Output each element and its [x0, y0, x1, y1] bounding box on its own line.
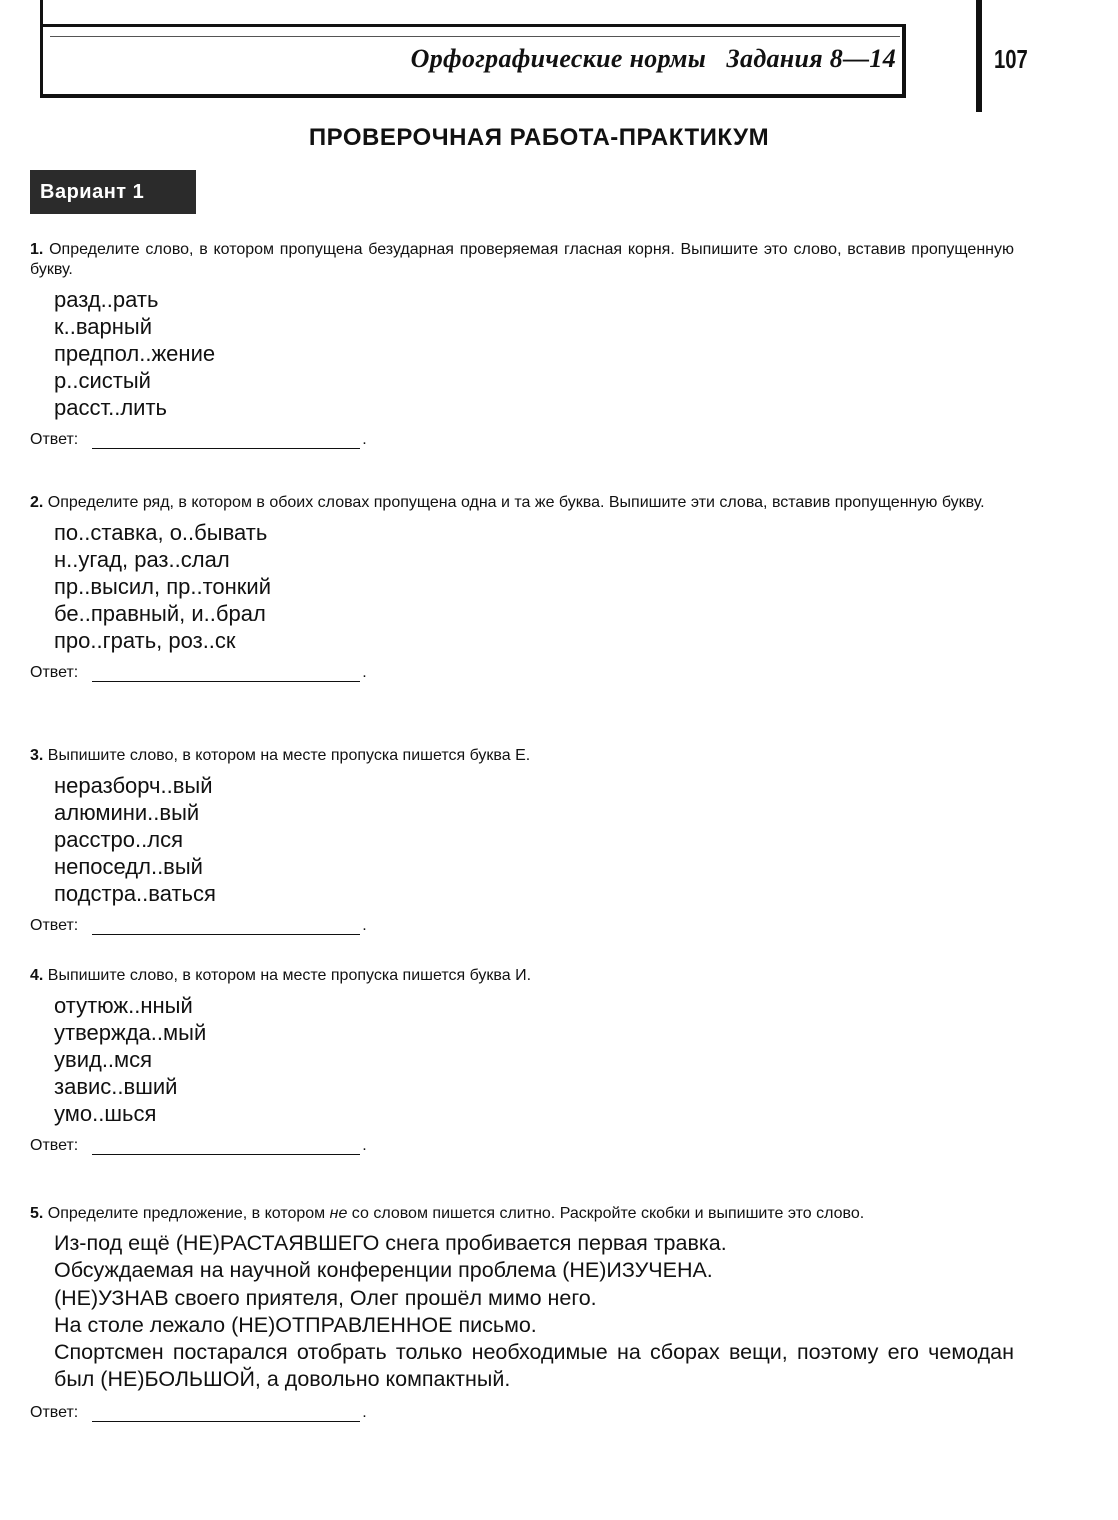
- task-prompt: [30, 240, 1014, 280]
- option-item: подстра..ваться: [54, 881, 216, 906]
- answer-row: Ответ: .: [30, 1137, 367, 1154]
- option-list: [54, 992, 1014, 1127]
- answer-label: Ответ:: [30, 1137, 79, 1154]
- task-number: 5.: [30, 1205, 44, 1222]
- option-item: пр..высил, пр..тонкий: [54, 574, 272, 599]
- answer-blank[interactable]: [92, 665, 360, 682]
- option-item: про..грать, роз..ск: [54, 628, 236, 653]
- header-inner-rule: [50, 36, 900, 37]
- task-prompt: [30, 493, 1014, 513]
- option-item: На столе лежало (НЕ)ОТПРАВЛЕННОЕ письмо.: [54, 1312, 537, 1337]
- answer-row: Ответ: .: [30, 1403, 367, 1421]
- task-text-italic: не: [329, 1205, 348, 1222]
- option-item: р..систый: [54, 368, 151, 393]
- task-2: [30, 493, 1014, 682]
- option-item: утвержда..мый: [54, 1020, 207, 1045]
- answer-blank[interactable]: [92, 1138, 360, 1155]
- answer-blank[interactable]: [92, 918, 360, 935]
- answer-label: Ответ:: [30, 1403, 79, 1421]
- option-item: увид..мся: [54, 1047, 153, 1072]
- task-prompt: [30, 1204, 1014, 1224]
- task-number: 1.: [30, 241, 44, 258]
- option-item: расстро..лся: [54, 827, 183, 852]
- option-item: Обсуждаемая на научной конференции проблема (НЕ)ИЗУЧЕНА.: [54, 1258, 713, 1283]
- page-number: 107: [994, 44, 1028, 74]
- option-item: по..ставка, о..бывать: [54, 520, 268, 545]
- option-list: [54, 1230, 1014, 1394]
- task-3: [30, 746, 1014, 935]
- section-title: Орфографические нормы: [410, 44, 707, 73]
- option-item: Спортсмен постарался отобрать только необходимые на сборах вещи, поэтому его чемодан был (НЕ)БОЛЬШОЙ, а довольно компактный.: [54, 1340, 1014, 1392]
- option-item: непоседл..вый: [54, 854, 203, 879]
- option-item: н..угад, раз..слал: [54, 547, 230, 572]
- option-item: отутюж..нный: [54, 993, 193, 1018]
- answer-blank[interactable]: [92, 1405, 360, 1422]
- option-list: [54, 772, 1014, 907]
- answer-label: Ответ:: [30, 917, 79, 934]
- page-number-rule: [976, 0, 982, 112]
- option-item: неразборч..вый: [54, 773, 213, 798]
- option-item: разд..рать: [54, 287, 159, 312]
- task-text-before: Определите предложение, в котором: [47, 1205, 326, 1222]
- task-prompt: [30, 746, 1014, 766]
- option-item: (НЕ)УЗНАВ своего приятеля, Олег прошёл мимо него.: [54, 1285, 597, 1310]
- variant-badge: Вариант 1: [30, 170, 196, 214]
- page-title: ПРОВЕРОЧНАЯ РАБОТА-ПРАКТИКУМ: [308, 124, 770, 151]
- running-header: [411, 44, 896, 74]
- task-text: Определите ряд, в котором в обоих словах пропущена одна и та же буква. Выпишите эти слова, вставив пропущенную букву.: [47, 494, 985, 511]
- option-item: предпол..жение: [54, 341, 216, 366]
- task-text: Выпишите слово, в котором на месте пропуска пишется буква Е.: [47, 747, 531, 764]
- task-number: 3.: [30, 747, 44, 764]
- answer-row: Ответ: .: [30, 431, 367, 448]
- task-text-after: со словом пишется слитно. Раскройте скобки и выпишите это слово.: [351, 1205, 865, 1222]
- task-text: Выпишите слово, в котором на месте пропуска пишется буква И.: [47, 967, 532, 984]
- task-1: [30, 240, 1014, 449]
- answer-label: Ответ:: [30, 664, 79, 681]
- answer-row: Ответ: .: [30, 917, 367, 934]
- answer-label: Ответ:: [30, 431, 79, 448]
- tasks-range: Задания 8—14: [726, 44, 896, 73]
- option-item: умо..шься: [54, 1101, 157, 1126]
- answer-row: Ответ: .: [30, 664, 367, 681]
- task-4: [30, 966, 1014, 1155]
- option-item: к..варный: [54, 314, 153, 339]
- task-5: [30, 1204, 1014, 1422]
- task-number: 2.: [30, 494, 44, 511]
- task-text: Определите слово, в котором пропущена безударная проверяемая гласная корня. Выпишите это слово, вставив пропущенную букву.: [30, 241, 1014, 278]
- option-item: Из-под ещё (НЕ)РАСТАЯВШЕГО снега пробивается первая травка.: [54, 1231, 727, 1255]
- task-prompt: [30, 966, 1014, 986]
- option-item: алюмини..вый: [54, 800, 200, 825]
- option-list: [54, 519, 1014, 654]
- option-item: завис..вший: [54, 1074, 178, 1099]
- option-item: расст..лить: [54, 395, 167, 420]
- answer-blank[interactable]: [92, 432, 360, 449]
- task-number: 4.: [30, 967, 44, 984]
- option-list: [54, 286, 1014, 421]
- option-item: бе..правный, и..брал: [54, 601, 266, 626]
